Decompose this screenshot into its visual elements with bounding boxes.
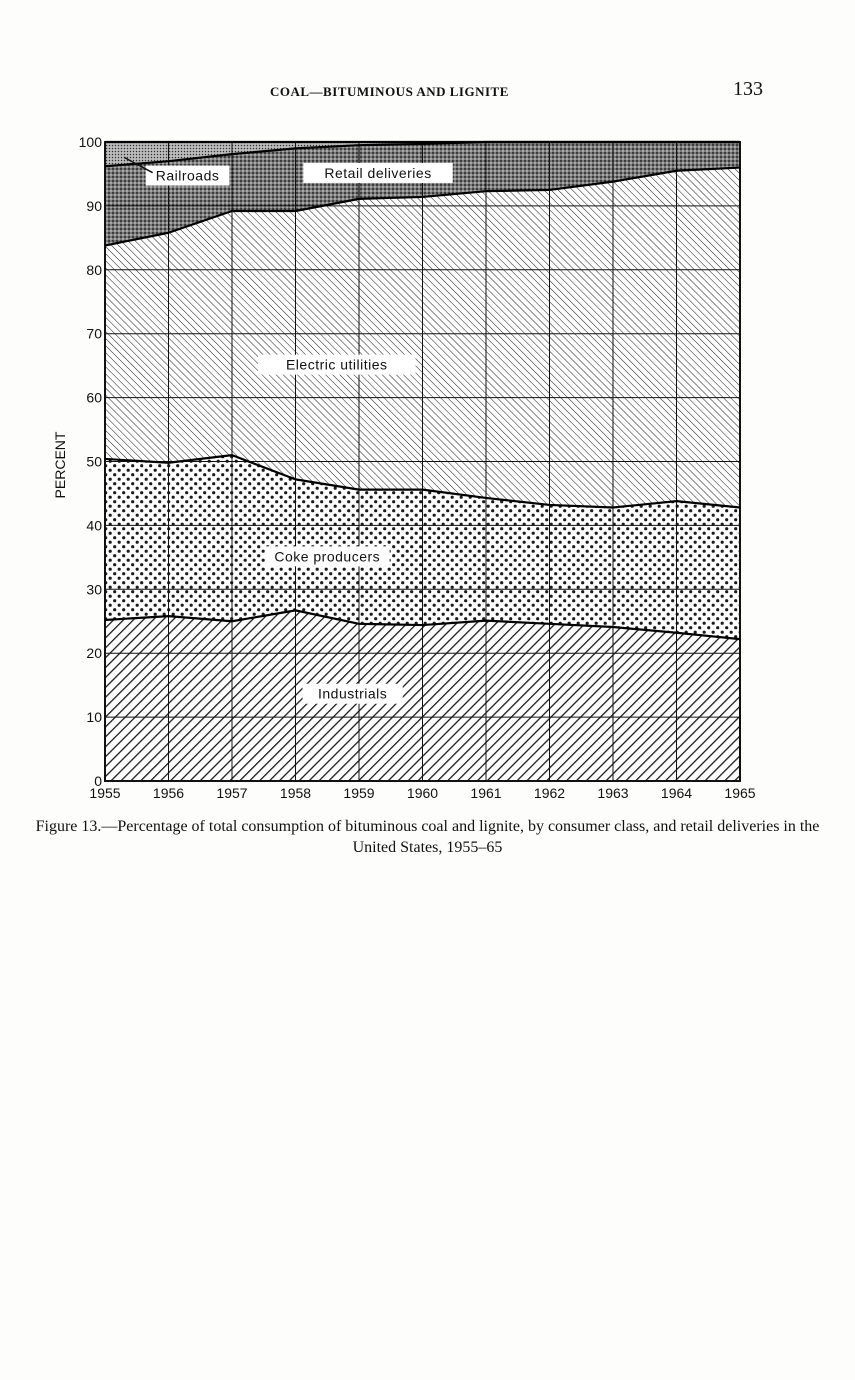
x-tick-label: 1956: [152, 785, 185, 801]
y-tick-label: 30: [86, 581, 102, 598]
x-tick-label: 1955: [89, 785, 121, 801]
x-tick-label: 1963: [597, 785, 629, 801]
y-tick-label: 100: [78, 134, 102, 150]
area-label-retail-deliveries: Retail deliveries: [324, 164, 432, 181]
y-tick-label: 0: [94, 773, 102, 789]
y-tick-label: 50: [86, 453, 102, 470]
area-label-railroads: Railroads: [155, 167, 220, 184]
area-label-electric-utilities: Electric utilities: [285, 356, 388, 373]
y-tick-label: 80: [86, 261, 102, 278]
x-axis-ticks: [89, 785, 755, 801]
page-number: 133: [733, 78, 763, 100]
y-tick-label: 60: [86, 389, 102, 406]
figure-caption: Figure 13.—Percentage of total consumption of bituminous coal and lignite, by consumer class, and retail deliveries in the United States, 1955–65: [35, 818, 820, 856]
y-tick-label: 90: [86, 197, 102, 214]
x-tick-label: 1961: [470, 785, 502, 801]
area-label-industrials: Industrials: [317, 685, 388, 702]
y-tick-label: 10: [86, 709, 102, 726]
x-tick-label: 1959: [343, 785, 375, 801]
y-axis-ticks: [79, 134, 103, 789]
x-tick-label: 1962: [533, 785, 566, 801]
x-tick-label: 1960: [406, 785, 439, 801]
x-tick-label: 1965: [724, 785, 756, 801]
y-tick-label: 40: [86, 517, 102, 534]
y-tick-label: 70: [86, 325, 102, 342]
running-head: COAL—BITUMINOUS AND LIGNITE: [270, 84, 509, 99]
x-tick-label: 1958: [279, 785, 312, 801]
y-axis-label: PERCENT: [52, 431, 68, 499]
x-tick-label: 1957: [216, 785, 248, 801]
x-tick-label: 1964: [660, 785, 693, 801]
y-tick-label: 20: [86, 645, 102, 662]
area-label-coke-producers: Coke producers: [274, 548, 381, 565]
